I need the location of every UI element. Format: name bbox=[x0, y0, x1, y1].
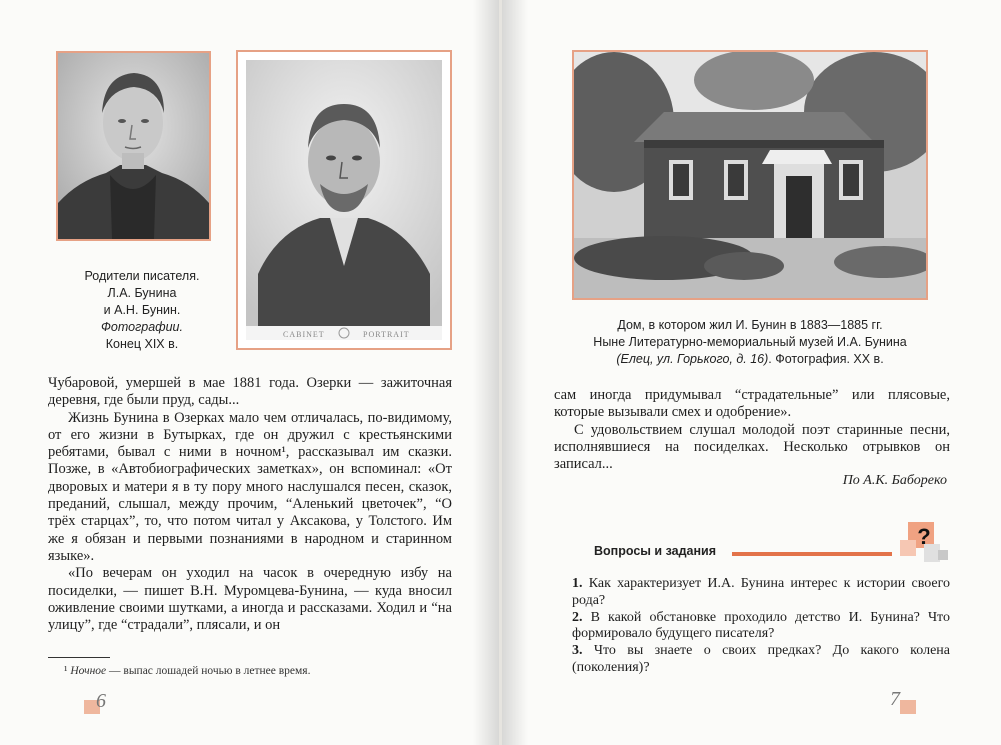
paragraph: Жизнь Бунина в Озерках мало чем отличалась, по-видимому, от его жизни в Бутырках, где он дружил с крестьянскими ребятами, бывал с ними в ночном¹, рассказывал им сказки. Позже, в «Автобиографических заметках», он вспоминал: «От дворовых и матери я в ту пору много наслушался песен, сказок, преданий, слышал, между прочим, “Аленький цветочек”, “О трёх старцах”, то, что потом читал у Аксакова, у Толстого. Им же я обязан и первыми познаниями в народном и старинном языке». bbox=[48, 409, 452, 564]
left-page bbox=[0, 0, 499, 745]
paragraph: «По вечерам он уходил на часок в очередную избу на посиделки, — пишет В.Н. Муромцева-Бунина, — куда вносил оживление своими шутками, а иногда и рассказами. Ходил и “на улицу”, где “страдали”, плясали, и он bbox=[48, 565, 452, 634]
left-page-text bbox=[48, 375, 452, 634]
father-portrait-image bbox=[238, 52, 450, 348]
question-text: Что вы знаете о своих предках? До какого колена (поколения)? bbox=[572, 643, 950, 675]
caption-line: и А.Н. Бунин. bbox=[103, 303, 181, 317]
photo-card-inscription-left: CABINET bbox=[283, 330, 325, 339]
footnote-text: — выпас лошадей ночью в летнее время. bbox=[106, 665, 311, 677]
right-page-text bbox=[554, 387, 950, 473]
question-text: В какой обстановке проходило детство И. Бунина? Что формировало будущего писателя? bbox=[572, 609, 950, 642]
house-photo-caption bbox=[572, 317, 928, 368]
question-number: 3. bbox=[572, 643, 583, 659]
photo-card-inscription-right: PORTRAIT bbox=[363, 330, 410, 339]
question-number: 2. bbox=[572, 609, 583, 625]
caption-address: (Елец, ул. Горького, д. 16) bbox=[616, 352, 769, 366]
footnote bbox=[64, 665, 310, 677]
mother-photo bbox=[56, 51, 211, 241]
paragraph: С удовольствием слушал молодой поэт старинные песни, исполнявшиеся на посиделках. Несколько отрывков он записал... bbox=[554, 421, 950, 473]
house-photo bbox=[572, 50, 928, 300]
caption-line: Конец XIX в. bbox=[105, 337, 179, 351]
questions-heading: Вопросы и задания bbox=[594, 544, 716, 558]
mother-portrait-image bbox=[58, 53, 209, 239]
question-item bbox=[572, 610, 950, 644]
footnote-divider bbox=[48, 657, 110, 658]
question-mark-icon bbox=[900, 522, 950, 566]
footnote-mark: ¹ bbox=[64, 665, 68, 677]
question-number: 1. bbox=[572, 576, 583, 591]
question-item bbox=[572, 576, 950, 610]
caption-line bbox=[572, 351, 928, 368]
question-item bbox=[572, 643, 950, 677]
caption-line: Фотографии. bbox=[100, 320, 183, 334]
questions-heading-rule bbox=[732, 552, 892, 556]
caption-line: Родители писателя. bbox=[84, 269, 200, 283]
footnote-term: Ночное bbox=[70, 665, 107, 677]
source-attribution: По А.К. Бабореко bbox=[842, 473, 947, 488]
page-number: 6 bbox=[96, 690, 106, 712]
right-page bbox=[502, 0, 1001, 745]
page-number-square bbox=[900, 700, 916, 714]
question-text: Как характеризует И.А. Бунина интерес к истории своего рода? bbox=[572, 576, 950, 608]
gutter-shadow bbox=[502, 0, 528, 745]
caption-date: . Фотография. XX в. bbox=[768, 352, 884, 366]
caption-line: Дом, в котором жил И. Бунин в 1883—1885 гг. bbox=[617, 318, 883, 332]
page-number: 7 bbox=[890, 688, 900, 710]
questions-list bbox=[572, 576, 950, 677]
paragraph: сам иногда придумывал “страдательные” или плясовые, которые вызывали смех и одобрение». bbox=[554, 387, 950, 421]
paragraph: Чубаровой, умершей в мае 1881 года. Озерки — зажиточная деревня, где были пруд, сады... bbox=[48, 375, 452, 409]
caption-line: Л.А. Бунина bbox=[107, 286, 177, 300]
caption-line: Ныне Литературно-мемориальный музей И.А. Бунина bbox=[593, 335, 907, 349]
parents-photo-caption bbox=[62, 268, 222, 353]
father-photo bbox=[236, 50, 452, 350]
house-image bbox=[574, 52, 926, 298]
question-mark-glyph: ? bbox=[917, 524, 931, 549]
gutter-shadow bbox=[473, 0, 499, 745]
